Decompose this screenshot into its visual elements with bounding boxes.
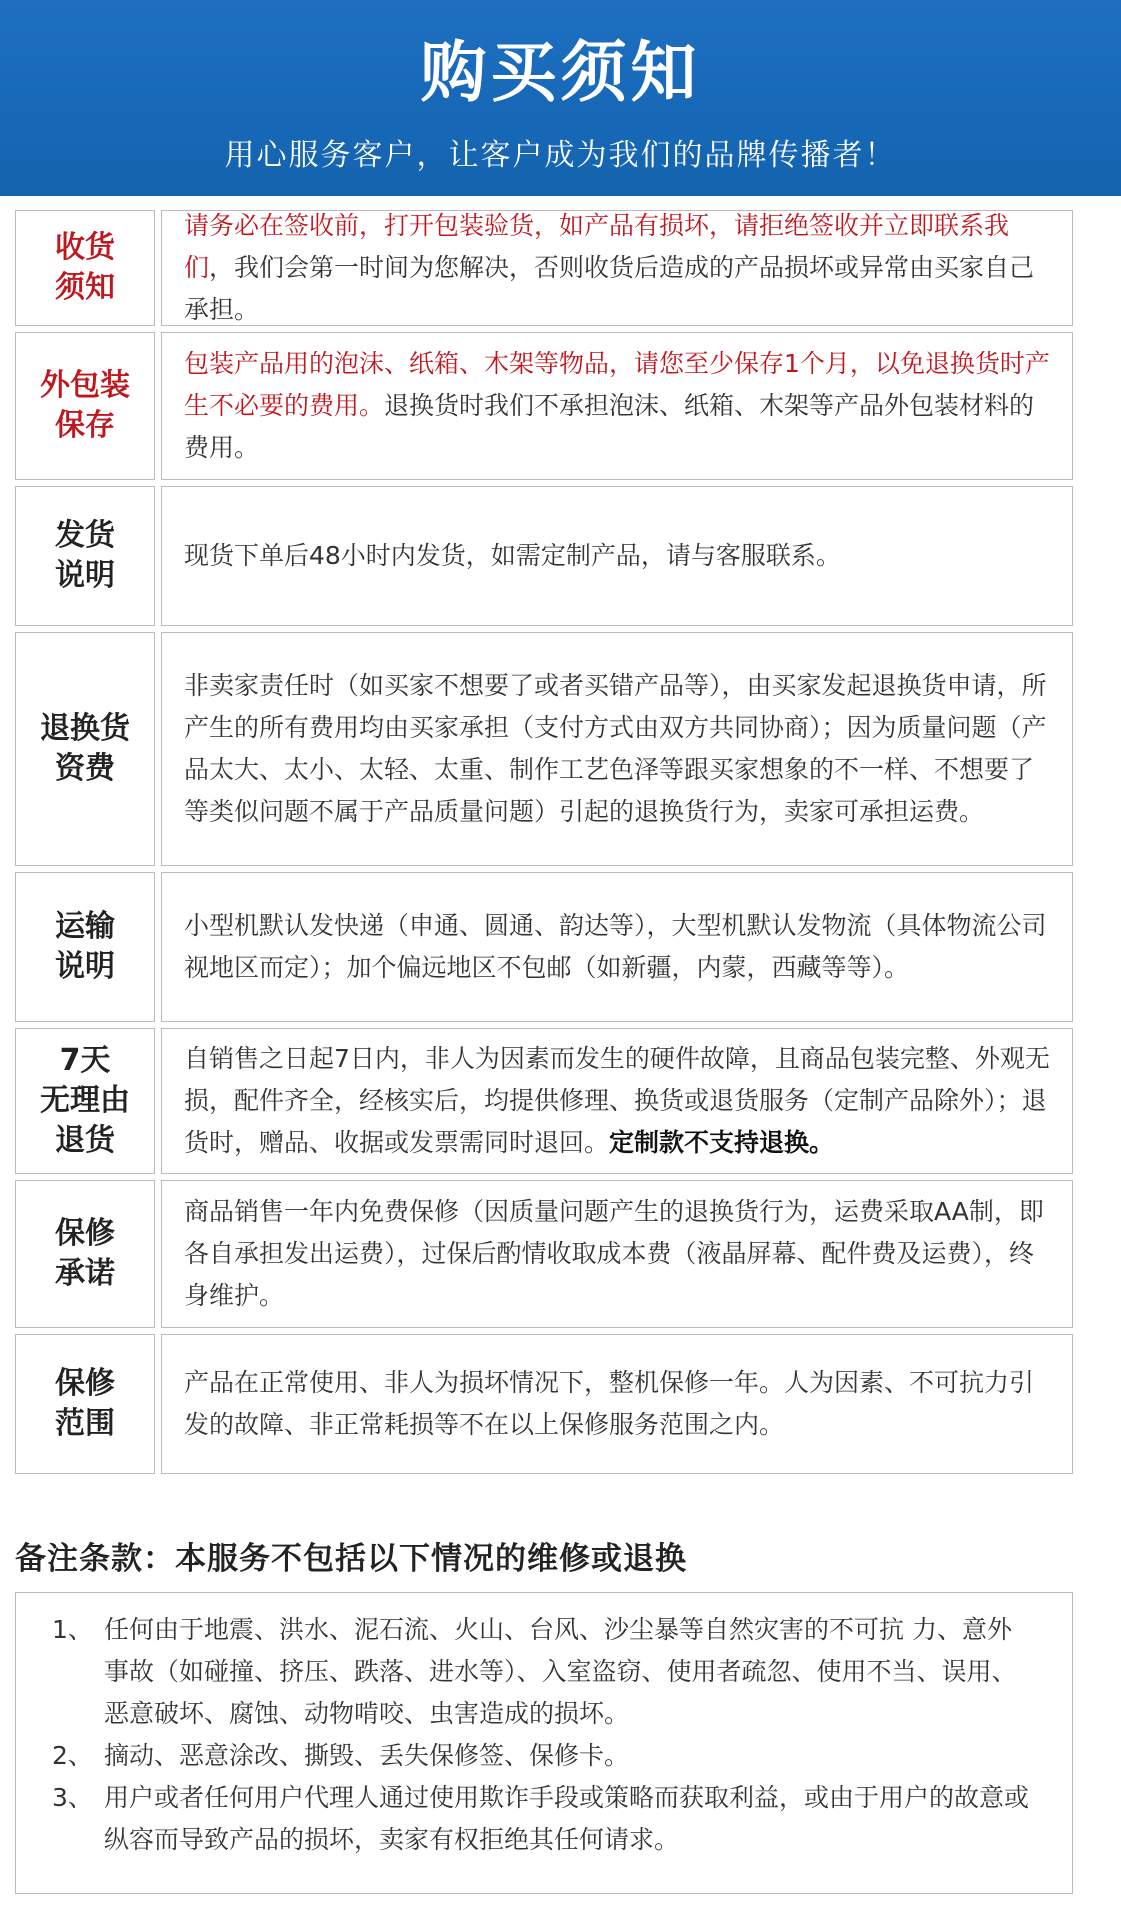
policy-row-return-fees: [15, 632, 1073, 866]
row-label: [15, 210, 155, 326]
row-label-text: 7天 无理由 退货: [40, 1043, 130, 1158]
row-label-text: 运输 说明: [55, 909, 115, 984]
row-content: [161, 1334, 1073, 1474]
row-text: 小型机默认发快递（申通、圆通、韵达等），大型机默认发物流（具体物流公司视地区而定）；加个偏远地区不包邮（如新疆，内蒙，西藏等等）。: [184, 911, 1047, 982]
row-text-highlight: 请务必在签收前，打开包装验货，如产品有损坏，请拒绝签收并立即联系我们: [184, 211, 1010, 282]
page-title: 购买须知: [420, 34, 701, 111]
row-label: [15, 1334, 155, 1474]
page-subtitle: 用心服务客户，让客户成为我们的品牌传播者！: [224, 138, 897, 173]
note-number: 3、: [52, 1783, 93, 1812]
row-label: [15, 872, 155, 1022]
policy-row-seven-day-return: [15, 1028, 1073, 1174]
row-label-text: 外包装 保存: [40, 368, 130, 443]
row-label: [15, 486, 155, 626]
row-text: 退换货时我们不承担泡沫、纸箱、木架等产品外包装材料的费用。: [184, 391, 1035, 462]
row-label: [15, 1028, 155, 1174]
row-content: [161, 210, 1073, 326]
note-number: 2、: [52, 1741, 93, 1770]
row-label-text: 保修 承诺: [55, 1216, 115, 1291]
row-text: ，我们会第一时间为您解决，否则收货后造成的产品损坏或异常由买家自己承担。: [184, 253, 1035, 324]
policy-row-receiving: [15, 210, 1073, 326]
row-label: [15, 332, 155, 480]
note-text: 任何由于地震、洪水、泥石流、火山、台风、沙尘暴等自然灾害的不可抗 力、意外事故（如碰撞、挤压、跌落、进水等）、入室盗窃、使用者疏忽、使用不当、误用、恶意破坏、腐蚀、动物啃咬、虫害造成的损坏。: [104, 1615, 1017, 1728]
policy-table: [15, 210, 1073, 1480]
note-text: 用户或者任何用户代理人通过使用欺诈手段或策略而获取利益，或由于用户的故意或纵容而导致产品的损坏，卖家有权拒绝其任何请求。: [104, 1783, 1030, 1854]
row-text: 现货下单后48小时内发货，如需定制产品，请与客服联系。: [184, 541, 841, 570]
row-text: 商品销售一年内免费保修（因质量问题产生的退换货行为，运费采取AA制，即各自承担发出运费），过保后酌情收取成本费（液晶屏幕、配件费及运费），终身维护。: [184, 1197, 1044, 1310]
notes-title: 备注条款：本服务不包括以下情况的维修或退换: [15, 1541, 687, 1577]
policy-row-transport: [15, 872, 1073, 1022]
row-content: [161, 486, 1073, 626]
notes-box: [15, 1592, 1073, 1894]
note-item: [52, 1609, 1036, 1735]
row-text-emphasis: 定制款不支持退换。: [609, 1128, 835, 1157]
row-label: [15, 1180, 155, 1328]
row-text-highlight: 包装产品用的泡沫、纸箱、木架等物品，请您至少保存1个月，以免退换货时产生不必要的费用。: [184, 349, 1050, 420]
policy-row-warranty-promise: [15, 1180, 1073, 1328]
policy-row-warranty-scope: [15, 1334, 1073, 1474]
row-text: 非卖家责任时（如买家不想要了或者买错产品等），由买家发起退换货申请，所产生的所有费用均由买家承担（支付方式由双方共同协商）；因为质量问题（产品太大、太小、太轻、太重、制作工艺色泽等跟买家想象的不一样、不想要了等类似问题不属于产品质量问题）引起的退换货行为，卖家可承担运费。: [184, 671, 1047, 826]
row-content: [161, 332, 1073, 480]
row-content: [161, 872, 1073, 1022]
row-content: [161, 1180, 1073, 1328]
policy-row-shipping: [15, 486, 1073, 626]
note-item: [52, 1735, 1036, 1777]
row-label-text: 发货 说明: [55, 518, 115, 593]
policy-row-packaging: [15, 332, 1073, 480]
row-content: [161, 1028, 1073, 1174]
note-item: [52, 1777, 1036, 1861]
row-label-text: 退换货 资费: [40, 711, 130, 786]
row-label-text: 收货 须知: [55, 230, 115, 305]
note-number: 1、: [52, 1615, 93, 1644]
header-banner: [0, 0, 1121, 196]
note-text: 摘动、恶意涂改、撕毁、丢失保修签、保修卡。: [104, 1741, 630, 1770]
row-text: 产品在正常使用、非人为损坏情况下，整机保修一年。人为因素、不可抗力引发的故障、非正常耗损等不在以上保修服务范围之内。: [184, 1368, 1035, 1439]
row-label-text: 保修 范围: [55, 1366, 115, 1441]
row-text: 自销售之日起7日内，非人为因素而发生的硬件故障，且商品包装完整、外观无损，配件齐全，经核实后，均提供修理、换货或退货服务（定制产品除外）；退货时，赠品、收据或发票需同时退回。: [184, 1044, 1050, 1157]
row-content: [161, 632, 1073, 866]
row-label: [15, 632, 155, 866]
